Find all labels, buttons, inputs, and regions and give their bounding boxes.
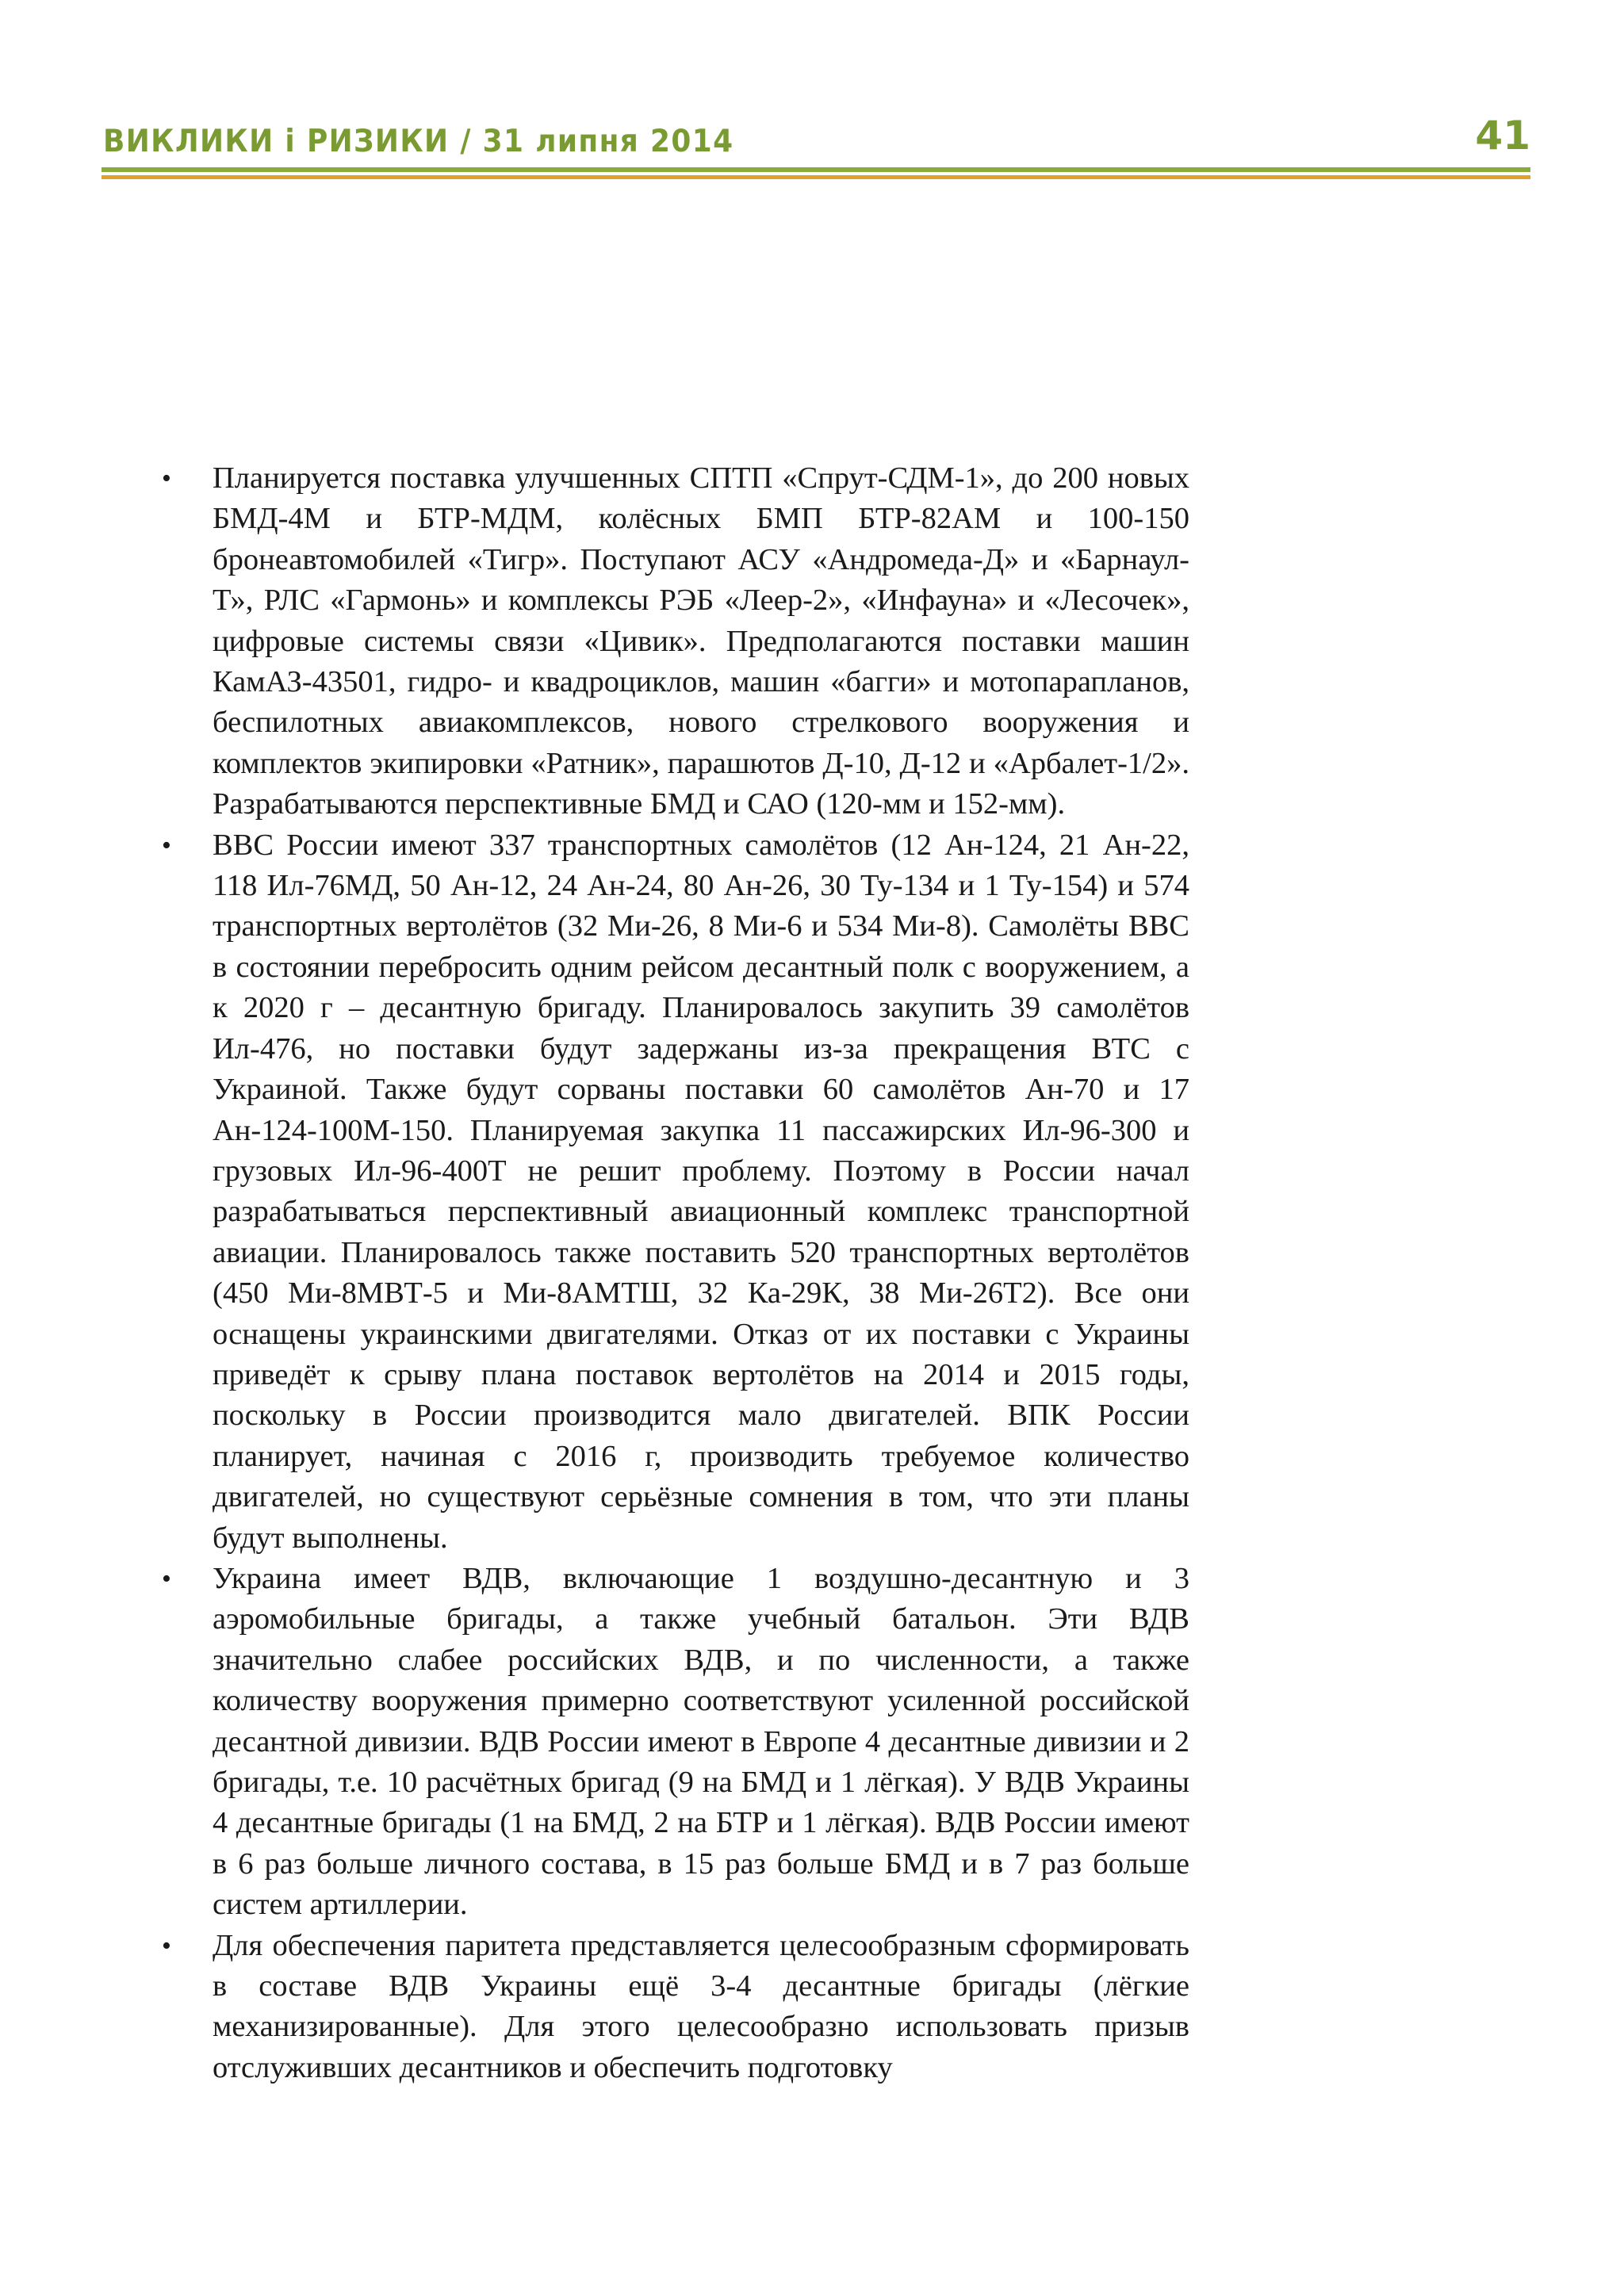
- header-rule-orange: [102, 175, 1530, 179]
- list-item: [162, 458, 1189, 825]
- list-item: [162, 1559, 1189, 1926]
- list-item-text: Украина имеет ВДВ, включающие 1 воздушно-десантную и 3 аэромобильные бригады, а также учебный батальон. Эти ВДВ значительно слабее российских ВДВ, и по численности, а также количеству вооружения примерно соответствуют усиленной российской десантной дивизии. ВДВ России имеют в Европе 4 десантные дивизии и 2 бригады, т.е. 10 расчётных бригад (9 на БМД и 1 лёгкая). У ВДВ Украины 4 десантные бригады (1 на БМД, 2 на БТР и 1 лёгкая). ВДВ России имеют в 6 раз больше личного состава, в 15 раз больше БМД и в 7 раз больше систем артиллерии.: [213, 1561, 1189, 1922]
- list-item-text: Планируется поставка улучшенных СПТП «Спрут-СДМ-1», до 200 новых БМД-4М и БТР-МДМ, колёсных БМП БТР-82АМ и 100-150 бронеавтомобилей «Тигр». Поступают АСУ «Андромеда-Д» и «Барнаул-Т», РЛС «Гармонь» и комплексы РЭБ «Леер-2», «Инфауна» и «Лесочек», цифровые системы связи «Цивик». Предполагаются поставки машин КамАЗ-43501, гидро- и квадроциклов, машин «багги» и мотопарапланов, беспилотных авиакомплексов, нового стрелкового вооружения и комплектов экипировки «Ратник», парашютов Д-10, Д-12 и «Арбалет-1/2». Разрабатываются перспективные БМД и САО (120-мм и 152-мм).: [213, 461, 1189, 821]
- body-content: [162, 458, 1189, 2088]
- bullet-icon: •: [162, 1563, 171, 1594]
- bullet-icon: •: [162, 830, 171, 860]
- bullet-list: [162, 458, 1189, 2088]
- list-item-text: Для обеспечения паритета представляется целесообразным сформировать в составе ВДВ Украины ещё 3-4 десантные бригады (лёгкие механизированные). Для этого целесообразно использовать призыв отслуживших десантников и обеспечить подготовку: [213, 1928, 1189, 2084]
- list-item: [162, 825, 1189, 1559]
- bullet-icon: •: [162, 1931, 171, 1961]
- header-rule-green: [102, 167, 1530, 172]
- list-item-text: ВВС России имеют 337 транспортных самолётов (12 Ан-124, 21 Ан-22, 118 Ил-76МД, 50 Ан-12, 24 Ан-24, 80 Ан-26, 30 Ту-134 и 1 Ту-154) и 574 транспортных вертолётов (32 Ми-26, 8 Ми-6 и 534 Ми-8). Самолёты ВВС в состоянии перебросить одним рейсом десантный полк с вооружением, а к 2020 г – десантную бригаду. Планировалось закупить 39 самолётов Ил-476, но поставки будут задержаны из-за прекращения ВТС с Украиной. Также будут сорваны поставки 60 самолётов Ан-70 и 17 Ан-124-100М-150. Планируемая закупка 11 пассажирских Ил-96-300 и грузовых Ил-96-400Т не решит проблему. Поэтому в России начал разрабатываться перспективный авиационный комплекс транспортной авиации. Планировалось также поставить 520 транспортных вертолётов (450 Ми-8МВТ-5 и Ми-8АМТШ, 32 Ка-29К, 38 Ми-26Т2). Все они оснащены украинскими двигателями. Отказ от их поставки с Украины приведёт к срыву плана поставок вертолётов на 2014 и 2015 годы, поскольку в России производится мало двигателей. ВПК России планирует, начиная с 2016 г, производить требуемое количество двигателей, но существуют серьёзные сомнения в том, что эти планы будут выполнены.: [213, 828, 1189, 1555]
- page-number: 41: [1475, 113, 1530, 159]
- list-item: [162, 1926, 1189, 2089]
- page-header: [102, 111, 1530, 182]
- bullet-icon: •: [162, 464, 171, 493]
- header-title: ВИКЛИКИ і РИЗИКИ / 31 липня 2014: [103, 124, 734, 159]
